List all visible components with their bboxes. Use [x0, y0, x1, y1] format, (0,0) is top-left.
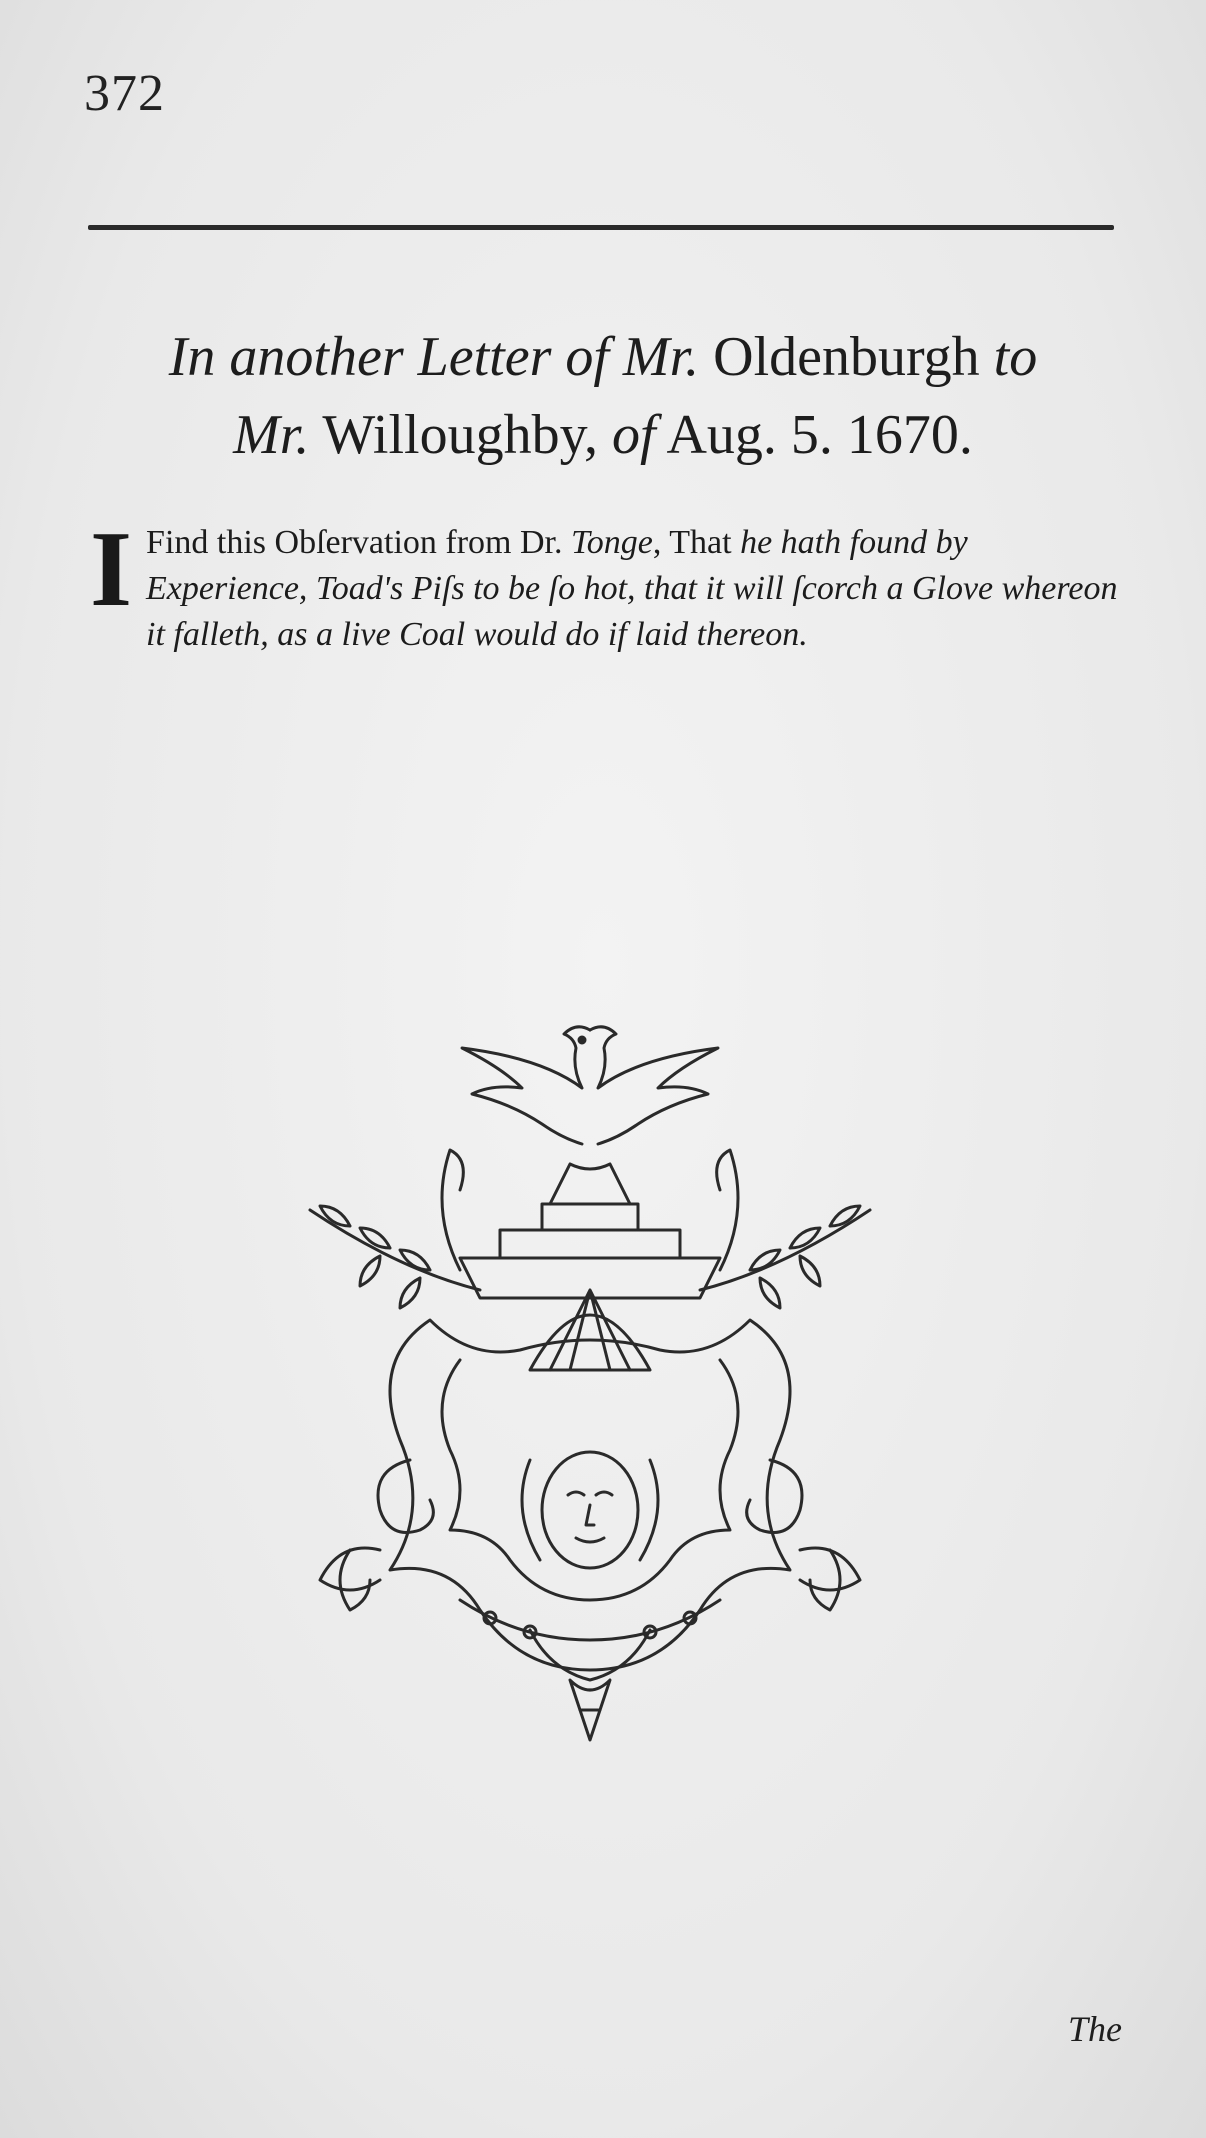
heading-line-1: In another Letter of Mr. Oldenburgh to	[168, 326, 1038, 388]
heading-line-2: Mr. Willoughby, of Aug. 5. 1670.	[233, 404, 973, 466]
letter-heading	[60, 318, 1146, 474]
letter-body: I Find this Obſervation from Dr. Tonge, That he hath found by Experience, Toad's Piſs to be ſo hot, that it will ſcorch a Glove whereon it falleth, as a live Coal would do if laid thereon.	[90, 510, 1118, 653]
drop-cap: I	[90, 510, 133, 629]
header-rule	[88, 225, 1114, 230]
page-number: 372	[84, 65, 165, 122]
eagle-cartouche-ornament-icon	[230, 990, 950, 1750]
catchword: The	[1068, 2009, 1122, 2049]
